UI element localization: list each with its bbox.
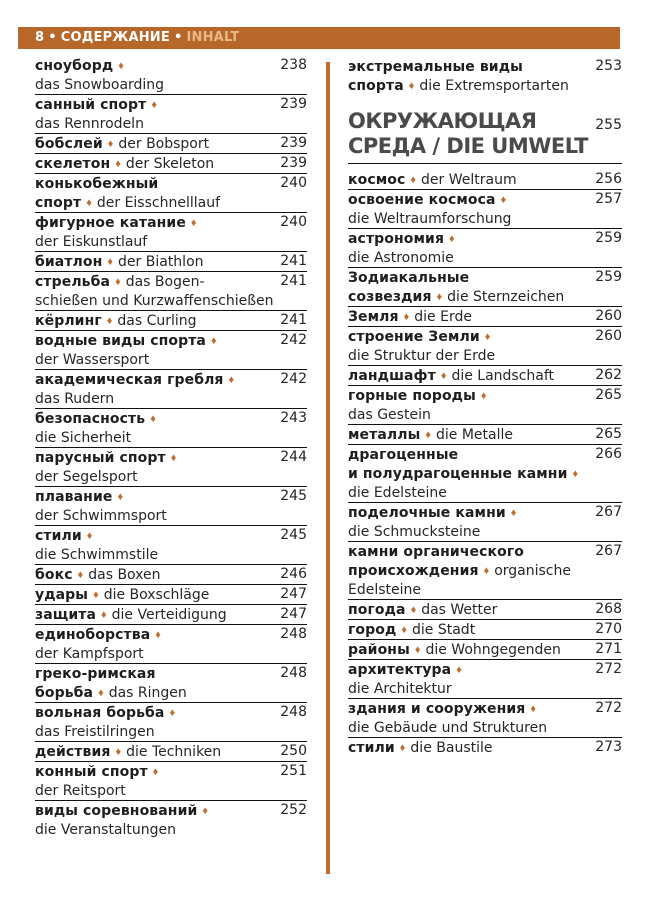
diamond-icon: ♦ bbox=[115, 276, 121, 288]
toc-entry[interactable] bbox=[348, 600, 622, 620]
entry-page-number: 257 bbox=[595, 191, 622, 207]
entry-page-number: 248 bbox=[280, 704, 307, 720]
toc-entry[interactable] bbox=[35, 272, 307, 311]
diamond-icon: ♦ bbox=[117, 491, 124, 503]
entry-title-ru: защита bbox=[35, 607, 97, 623]
diamond-icon: ♦ bbox=[210, 335, 217, 347]
toc-entry[interactable] bbox=[35, 370, 307, 409]
diamond-icon: ♦ bbox=[190, 217, 197, 229]
entry-page-number: 241 bbox=[280, 253, 307, 269]
diamond-icon: ♦ bbox=[510, 507, 517, 519]
toc-entry[interactable] bbox=[35, 56, 307, 95]
entry-title-de: die Sicherheit bbox=[35, 430, 132, 446]
entry-title-ru: космос bbox=[348, 172, 406, 188]
entry-title-ru: и полудрагоценные камни bbox=[348, 466, 568, 482]
diamond-icon: ♦ bbox=[228, 374, 235, 386]
diamond-icon: ♦ bbox=[403, 311, 410, 323]
entry-page-number: 273 bbox=[595, 739, 622, 755]
section-title-ru: СОДЕРЖАНИЕ bbox=[60, 30, 170, 45]
entry-title-de: die Gebäude und Strukturen bbox=[348, 720, 548, 736]
entry-title-ru: безопасность bbox=[35, 411, 146, 427]
entry-page-number: 239 bbox=[280, 96, 307, 112]
toc-entry[interactable] bbox=[348, 425, 622, 445]
section-title-de: INHALT bbox=[186, 30, 240, 45]
diamond-icon: ♦ bbox=[101, 609, 107, 621]
entry-title-de: das Rudern bbox=[35, 391, 115, 407]
diamond-icon: ♦ bbox=[86, 530, 93, 542]
toc-entry[interactable] bbox=[35, 252, 307, 272]
diamond-icon: ♦ bbox=[98, 687, 104, 699]
toc-entry[interactable] bbox=[35, 625, 307, 664]
entry-title-de: Edelsteine bbox=[348, 582, 422, 598]
entry-title-de: schießen und Kurzwaffenschießen bbox=[35, 293, 274, 309]
toc-entry[interactable] bbox=[35, 311, 307, 331]
toc-entry[interactable] bbox=[35, 526, 307, 565]
entry-title-ru: борьба bbox=[35, 685, 94, 701]
entry-title-de: der Kampfsport bbox=[35, 646, 144, 662]
entry-title-de: das Boxen bbox=[88, 567, 161, 583]
diamond-icon: ♦ bbox=[150, 413, 156, 425]
toc-entry[interactable] bbox=[35, 174, 307, 213]
entry-title-ru: биатлон bbox=[35, 254, 103, 270]
entry-page-number: 265 bbox=[595, 426, 622, 442]
diamond-icon: ♦ bbox=[152, 766, 159, 778]
toc-entry[interactable] bbox=[35, 213, 307, 252]
entry-title-ru: действия bbox=[35, 744, 111, 760]
entry-page-number: 252 bbox=[280, 802, 307, 818]
entry-title-de: das Rennrodeln bbox=[35, 116, 144, 132]
entry-title-de: die Struktur der Erde bbox=[348, 348, 496, 364]
entry-title-de: der Skeleton bbox=[125, 156, 215, 172]
entry-page-number: 243 bbox=[280, 410, 307, 426]
toc-entry[interactable] bbox=[348, 699, 622, 738]
entry-title-de: der Weltraum bbox=[421, 172, 517, 188]
entry-page-number: 248 bbox=[280, 626, 307, 642]
diamond-icon: ♦ bbox=[77, 569, 84, 581]
entry-page-number: 246 bbox=[280, 566, 307, 582]
entry-title-ru: металлы bbox=[348, 427, 421, 443]
toc-entry[interactable] bbox=[348, 57, 622, 95]
entry-title-ru: бокс bbox=[35, 567, 73, 583]
entry-title-de: die Astronomie bbox=[348, 250, 454, 266]
page-header bbox=[18, 27, 620, 49]
column-divider bbox=[326, 62, 330, 874]
entry-title-ru: созвездия bbox=[348, 289, 432, 305]
toc-entry[interactable] bbox=[348, 307, 622, 327]
entry-title-de: der Eiskunstlauf bbox=[35, 234, 148, 250]
entry-title-ru: академическая гребля bbox=[35, 372, 224, 388]
entry-title-de: die Landschaft bbox=[451, 368, 555, 384]
diamond-icon: ♦ bbox=[86, 197, 92, 209]
entry-title-ru: единоборства bbox=[35, 627, 151, 643]
diamond-icon: ♦ bbox=[115, 158, 121, 170]
entry-title-de: die Baustile bbox=[410, 740, 493, 756]
entry-title-ru: стили bbox=[348, 740, 395, 756]
diamond-icon: ♦ bbox=[410, 174, 417, 186]
bullet-icon: • bbox=[173, 30, 183, 45]
entry-title-ru: происхождения bbox=[348, 563, 479, 579]
toc-entry[interactable] bbox=[35, 134, 307, 154]
toc-column-left bbox=[35, 56, 307, 839]
diamond-icon: ♦ bbox=[484, 331, 491, 343]
toc-entry[interactable] bbox=[348, 366, 622, 386]
toc-entry[interactable] bbox=[35, 801, 307, 839]
diamond-icon: ♦ bbox=[483, 565, 490, 577]
entry-title-de: die Verteidigung bbox=[111, 607, 227, 623]
entry-title-ru: астрономия bbox=[348, 231, 445, 247]
entry-page-number: 240 bbox=[280, 175, 307, 191]
toc-entry[interactable] bbox=[348, 542, 622, 600]
entry-page-number: 259 bbox=[595, 269, 622, 285]
diamond-icon: ♦ bbox=[530, 703, 537, 715]
entry-title-ru: стили bbox=[35, 528, 82, 544]
entry-title-de: das Gestein bbox=[348, 407, 431, 423]
toc-entry[interactable] bbox=[348, 445, 622, 503]
entry-title-de: die Architektur bbox=[348, 681, 452, 697]
diamond-icon: ♦ bbox=[151, 99, 157, 111]
section-heading-line2: СРЕДА / DIE UMWELT bbox=[348, 134, 588, 158]
diamond-icon: ♦ bbox=[107, 138, 114, 150]
entry-page-number: 242 bbox=[280, 371, 307, 387]
entry-page-number: 250 bbox=[280, 743, 307, 759]
entry-page-number: 270 bbox=[595, 621, 622, 637]
diamond-icon: ♦ bbox=[155, 629, 161, 641]
entry-title-ru: горные породы bbox=[348, 388, 476, 404]
toc-entry[interactable] bbox=[35, 448, 307, 487]
toc-entry[interactable] bbox=[35, 585, 307, 605]
entry-page-number: 251 bbox=[280, 763, 307, 779]
diamond-icon: ♦ bbox=[107, 256, 114, 268]
toc-entry[interactable] bbox=[348, 503, 622, 542]
section-heading-line1: ОКРУЖАЮЩАЯ bbox=[348, 109, 537, 133]
toc-entry[interactable] bbox=[348, 640, 622, 660]
entry-page-number: 247 bbox=[280, 586, 307, 602]
toc-entry[interactable] bbox=[35, 95, 307, 134]
entry-page-number: 260 bbox=[595, 308, 622, 324]
entry-title-de: das Bogen- bbox=[125, 274, 205, 290]
entry-page-number: 242 bbox=[280, 332, 307, 348]
entry-title-ru: архитектура bbox=[348, 662, 452, 678]
entry-page-number: 272 bbox=[595, 661, 622, 677]
entry-title-de: der Bobsport bbox=[118, 136, 210, 152]
toc-entry[interactable] bbox=[35, 664, 307, 703]
entry-title-ru: бобслей bbox=[35, 136, 103, 152]
entry-page-number: 245 bbox=[280, 527, 307, 543]
entry-title-de: die Schwimmstile bbox=[35, 547, 159, 563]
diamond-icon: ♦ bbox=[500, 194, 507, 206]
entry-page-number: 266 bbox=[595, 446, 622, 462]
entry-title-ru: водные виды спорта bbox=[35, 333, 206, 349]
entry-page-number: 241 bbox=[280, 312, 307, 328]
entry-title-ru: греко-римская bbox=[35, 666, 156, 682]
entry-title-de: der Biathlon bbox=[118, 254, 204, 270]
diamond-icon: ♦ bbox=[449, 233, 455, 245]
bullet-icon: • bbox=[48, 30, 57, 45]
diamond-icon: ♦ bbox=[408, 80, 415, 92]
entry-title-ru: погода bbox=[348, 602, 406, 618]
toc-entry[interactable] bbox=[348, 170, 622, 190]
diamond-icon: ♦ bbox=[425, 429, 431, 441]
entry-title-ru: Земля bbox=[348, 309, 399, 325]
entry-page-number: 253 bbox=[595, 58, 622, 74]
entry-title-de: organische bbox=[494, 563, 571, 579]
entry-page-number: 247 bbox=[280, 606, 307, 622]
entry-page-number: 259 bbox=[595, 230, 622, 246]
diamond-icon: ♦ bbox=[456, 664, 462, 676]
entry-title-de: die Metalle bbox=[436, 427, 513, 443]
entry-page-number: 265 bbox=[595, 387, 622, 403]
entry-title-de: die Weltraumforschung bbox=[348, 211, 512, 227]
diamond-icon: ♦ bbox=[170, 452, 177, 464]
diamond-icon: ♦ bbox=[410, 604, 417, 616]
entry-title-ru: сноуборд bbox=[35, 58, 114, 74]
toc-entry[interactable] bbox=[35, 409, 307, 448]
section-page-number: 255 bbox=[595, 117, 622, 133]
diamond-icon: ♦ bbox=[115, 746, 122, 758]
entry-title-de: der Wassersport bbox=[35, 352, 150, 368]
diamond-icon: ♦ bbox=[106, 315, 113, 327]
entry-title-de: die Boxschläge bbox=[103, 587, 210, 603]
entry-title-de: die Veranstaltungen bbox=[35, 822, 177, 838]
entry-title-de: die Wohngegenden bbox=[425, 642, 561, 658]
diamond-icon: ♦ bbox=[118, 60, 124, 72]
toc-entry[interactable] bbox=[35, 331, 307, 370]
toc-entry[interactable] bbox=[35, 762, 307, 801]
entry-title-de: das Wetter bbox=[421, 602, 498, 618]
diamond-icon: ♦ bbox=[414, 644, 421, 656]
entry-title-ru: камни органического bbox=[348, 544, 524, 560]
diamond-icon: ♦ bbox=[440, 370, 447, 382]
toc-entry[interactable] bbox=[35, 487, 307, 526]
entry-title-ru: спорта bbox=[348, 78, 404, 94]
entry-title-de: die Edelsteine bbox=[348, 485, 447, 501]
entry-title-ru: конькобежный bbox=[35, 176, 159, 192]
entry-title-ru: ландшафт bbox=[348, 368, 436, 384]
entry-title-de: der Eisschnelllauf bbox=[96, 195, 220, 211]
entry-page-number: 262 bbox=[595, 367, 622, 383]
entry-title-de: das Snowboarding bbox=[35, 77, 165, 93]
section-heading[interactable] bbox=[348, 109, 622, 164]
toc-entry[interactable] bbox=[35, 605, 307, 625]
diamond-icon: ♦ bbox=[93, 589, 99, 601]
entry-title-de: das Curling bbox=[117, 313, 197, 329]
entry-title-ru: спорт bbox=[35, 195, 82, 211]
entry-title-de: die Erde bbox=[414, 309, 472, 325]
entry-page-number: 248 bbox=[280, 665, 307, 681]
toc-entry[interactable] bbox=[35, 154, 307, 174]
entry-title-ru: санный спорт bbox=[35, 97, 147, 113]
entry-title-ru: экстремальные виды bbox=[348, 59, 523, 75]
diamond-icon: ♦ bbox=[480, 390, 487, 402]
entry-title-ru: строение Земли bbox=[348, 329, 480, 345]
entry-page-number: 241 bbox=[280, 273, 307, 289]
entry-page-number: 267 bbox=[595, 543, 622, 559]
entry-title-de: die Extremsportarten bbox=[419, 78, 569, 94]
entry-title-ru: виды соревнований bbox=[35, 803, 198, 819]
diamond-icon: ♦ bbox=[572, 468, 579, 480]
entry-title-de: das Freistilringen bbox=[35, 724, 155, 740]
entry-title-ru: скелетон bbox=[35, 156, 111, 172]
entry-title-ru: город bbox=[348, 622, 397, 638]
entry-page-number: 244 bbox=[280, 449, 307, 465]
toc-entry[interactable] bbox=[348, 620, 622, 640]
entry-title-ru: фигурное катание bbox=[35, 215, 186, 231]
entry-title-de: die Stadt bbox=[412, 622, 476, 638]
entry-title-ru: поделочные камни bbox=[348, 505, 506, 521]
entry-title-de: das Ringen bbox=[108, 685, 187, 701]
diamond-icon: ♦ bbox=[202, 805, 209, 817]
entry-page-number: 260 bbox=[595, 328, 622, 344]
entry-page-number: 256 bbox=[595, 171, 622, 187]
diamond-icon: ♦ bbox=[399, 742, 406, 754]
toc-column-right bbox=[348, 57, 622, 757]
toc-entry[interactable] bbox=[35, 742, 307, 762]
entry-title-ru: парусный спорт bbox=[35, 450, 166, 466]
diamond-icon: ♦ bbox=[436, 291, 443, 303]
entry-title-ru: плавание bbox=[35, 489, 113, 505]
entry-title-ru: кёрлинг bbox=[35, 313, 102, 329]
entry-title-de: die Techniken bbox=[126, 744, 222, 760]
entry-title-de: der Segelsport bbox=[35, 469, 138, 485]
entry-title-ru: вольная борьба bbox=[35, 705, 165, 721]
entry-title-ru: удары bbox=[35, 587, 89, 603]
entry-page-number: 245 bbox=[280, 488, 307, 504]
toc-entry[interactable] bbox=[348, 190, 622, 229]
diamond-icon: ♦ bbox=[169, 707, 176, 719]
toc-entry[interactable] bbox=[35, 565, 307, 585]
toc-entry[interactable] bbox=[348, 229, 622, 268]
entry-title-ru: районы bbox=[348, 642, 410, 658]
toc-entry[interactable] bbox=[348, 327, 622, 366]
entry-page-number: 268 bbox=[595, 601, 622, 617]
entry-title-ru: конный спорт bbox=[35, 764, 148, 780]
entry-page-number: 238 bbox=[280, 57, 307, 73]
toc-entry[interactable] bbox=[348, 386, 622, 425]
entry-page-number: 239 bbox=[280, 135, 307, 151]
diamond-icon: ♦ bbox=[401, 624, 408, 636]
entry-page-number: 239 bbox=[280, 155, 307, 171]
toc-entry[interactable] bbox=[35, 703, 307, 742]
entry-title-ru: стрельба bbox=[35, 274, 111, 290]
entry-page-number: 240 bbox=[280, 214, 307, 230]
entry-title-de: der Reitsport bbox=[35, 783, 126, 799]
entry-title-ru: здания и сооружения bbox=[348, 701, 526, 717]
entry-title-ru: освоение космоса bbox=[348, 192, 496, 208]
entry-page-number: 271 bbox=[595, 641, 622, 657]
toc-entry[interactable] bbox=[348, 738, 622, 757]
entry-page-number: 267 bbox=[595, 504, 622, 520]
entry-title-de: die Schmucksteine bbox=[348, 524, 481, 540]
entry-title-de: der Schwimmsport bbox=[35, 508, 167, 524]
entry-title-ru: драгоценные bbox=[348, 447, 459, 463]
toc-entry[interactable] bbox=[348, 268, 622, 307]
toc-entry[interactable] bbox=[348, 660, 622, 699]
entry-title-ru: Зодиакальные bbox=[348, 270, 470, 286]
entry-title-de: die Sternzeichen bbox=[447, 289, 565, 305]
page-number: 8 bbox=[35, 30, 45, 45]
entry-page-number: 272 bbox=[595, 700, 622, 716]
